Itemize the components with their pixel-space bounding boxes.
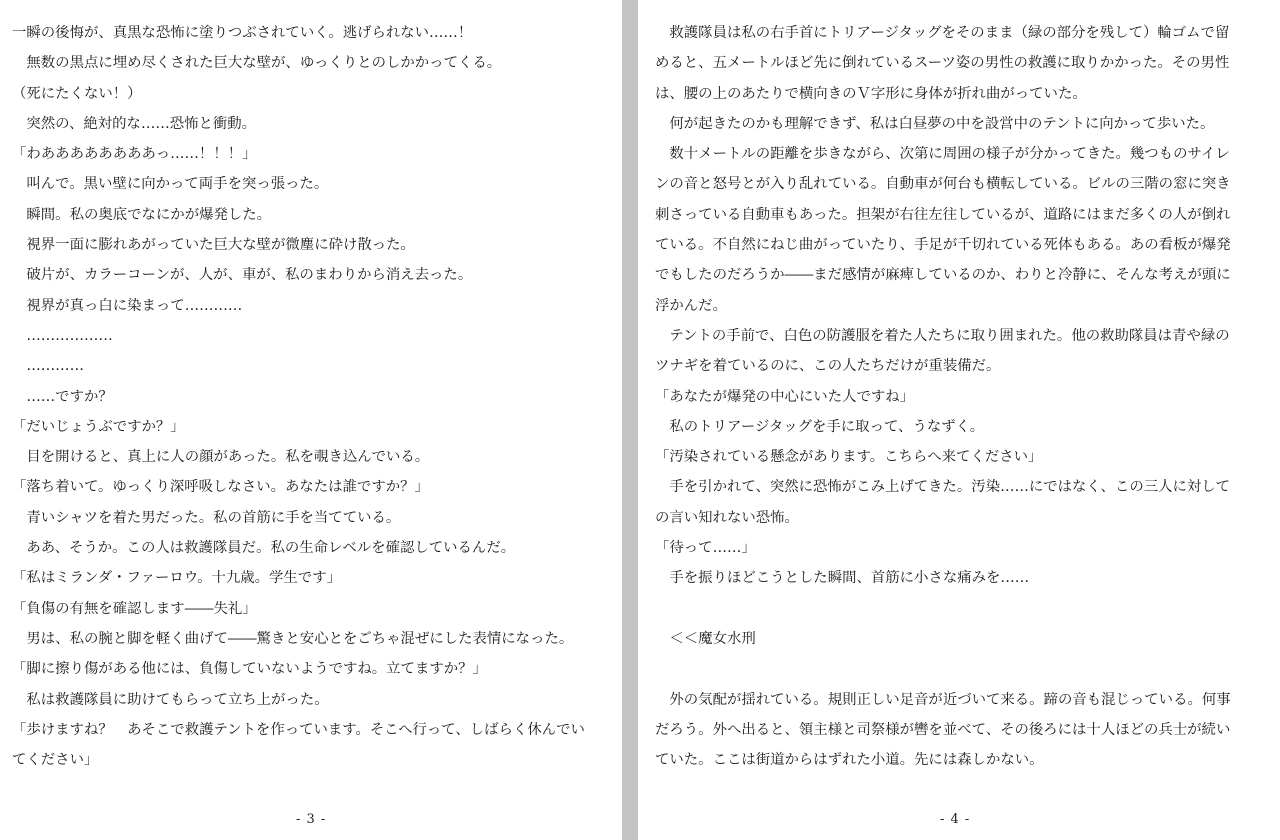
text-line: ツナギを着ているのに、この人たちだけが重装備だ。 [655, 358, 1001, 375]
text-line: 刺さっている自動車もあった。担架が右往左往しているが、道路にはまだ多くの人が倒れ [655, 206, 1231, 223]
text-line [655, 594, 1267, 624]
text-line: 青いシャツを着た男だった。私の首筋に手を当てている。 [12, 509, 401, 526]
text-line: 「私はミランダ・ファーロウ。十九歳。学生です」 [12, 570, 341, 587]
text-line: 手を引かれて、突然に恐怖がこみ上げてきた。汚染……にではなく、この三人に対して [655, 479, 1231, 496]
text-line: ……ですか？ [12, 388, 113, 405]
text-line: （死にたくない！） [12, 85, 142, 102]
text-line: 「待って……」 [655, 540, 756, 557]
page-number: - 3 - [296, 812, 327, 827]
text-line: 「だいじょうぶですか？」 [12, 418, 185, 435]
text-line: ……………… [12, 327, 113, 344]
text-line: 救護隊員は私の右手首にトリアージタッグをそのまま（緑の部分を残して）輪ゴムで留 [655, 25, 1230, 41]
text-line: 破片が、カラーコーンが、人が、車が、私のまわりから消え去った。 [12, 267, 473, 284]
text-line: は、腰の上のあたりで横向きのＶ字形に身体が折れ曲がっていた。 [655, 85, 1087, 102]
right-page [638, 0, 1280, 840]
text-line: ああ、そうか。この人は救護隊員だ。私の生命レベルを確認しているんだ。 [12, 540, 516, 557]
text-line: テントの手前で、白色の防護服を着た人たちに取り囲まれた。他の救助隊員は青や緑の [655, 327, 1230, 344]
text-line: 「落ち着いて。ゆっくり深呼吸しなさい。あなたは誰ですか？」 [12, 479, 429, 496]
left-page-text [12, 18, 616, 775]
text-line: だろう。外へ出ると、領主様と司祭様が轡を並べて、その後ろには十人ほどの兵士が続い [655, 721, 1231, 738]
text-line: ンの音と怒号とが入り乱れている。自動車が何台も横転している。ビルの三階の窓に突き [655, 176, 1231, 193]
text-line: 数十メートルの距離を歩きながら、次第に周囲の様子が分かってきた。幾つものサイレ [655, 146, 1230, 163]
text-line: 「汚染されている懸念があります。こちらへ来てください」 [655, 449, 1043, 466]
text-line: 「負傷の有無を確認します――失礼」 [12, 600, 257, 617]
text-line: の言い知れない恐怖。 [655, 509, 799, 526]
text-line: 視界一面に膨れあがっていた巨大な壁が微塵に砕け散った。 [12, 237, 415, 254]
page-number: - 4 - [940, 812, 971, 827]
text-line: めると、五メートルほど先に倒れているスーツ姿の男性の救護に取りかかった。その男性 [655, 55, 1230, 72]
text-line: ていた。ここは街道からはずれた小道。先には森しかない。 [655, 752, 1044, 769]
text-line: でもしたのだろうか――まだ感情が麻痺しているのか、わりと冷静に、そんな考えが頭に [655, 267, 1231, 284]
section-heading: ＜＜魔女水刑 [655, 630, 756, 647]
text-line [655, 654, 1267, 684]
right-page-text [655, 18, 1267, 775]
left-page [0, 0, 622, 840]
text-line: 瞬間。私の奥底でなにかが爆発した。 [12, 206, 272, 223]
text-line: 一瞬の後悔が、真黒な恐怖に塗りつぶされていく。逃げられない……！ [12, 25, 473, 41]
page-gutter [622, 0, 638, 840]
text-line: 私は救護隊員に助けてもらって立ち上がった。 [12, 691, 329, 708]
text-line: 目を開けると、真上に人の顔があった。私を覗き込んでいる。 [12, 449, 430, 466]
text-line: 外の気配が揺れている。規則正しい足音が近づいて来る。蹄の音も混じっている。何事 [655, 691, 1231, 708]
text-line: 無数の黒点に埋め尽くされた巨大な壁が、ゆっくりとのしかかってくる。 [12, 55, 502, 72]
text-line: 「歩けますね？ あそこで救護テントを作っています。そこへ行って、しばらく休んでい [12, 721, 585, 738]
text-line: 手を振りほどこうとした瞬間、首筋に小さな痛みを…… [655, 570, 1030, 587]
text-line: 浮かんだ。 [655, 297, 727, 314]
text-line: ている。不自然にねじ曲がっていたり、手足が千切れている死体もある。あの看板が爆発 [655, 237, 1231, 254]
text-line: 男は、私の腕と脚を軽く曲げて――驚きと安心とをごちゃ混ぜにした表情になった。 [12, 630, 574, 647]
text-line: 私のトリアージタッグを手に取って、うなずく。 [655, 418, 985, 435]
text-line: 「あなたが爆発の中心にいた人ですね」 [655, 388, 915, 405]
text-line: ………… [12, 358, 84, 375]
text-line: 視界が真っ白に染まって………… [12, 297, 243, 314]
text-line: 「脚に擦り傷がある他には、負傷していないようですね。立てますか？」 [12, 661, 487, 678]
text-line: 「わああああああああっ……！！！」 [12, 146, 257, 163]
text-line: 叫んで。黒い壁に向かって両手を突っ張った。 [12, 176, 329, 193]
text-line: 突然の、絶対的な……恐怖と衝動。 [12, 115, 257, 132]
text-line: 何が起きたのかも理解できず、私は白昼夢の中を設営中のテントに向かって歩いた。 [655, 115, 1215, 132]
text-line: てください」 [12, 752, 99, 769]
